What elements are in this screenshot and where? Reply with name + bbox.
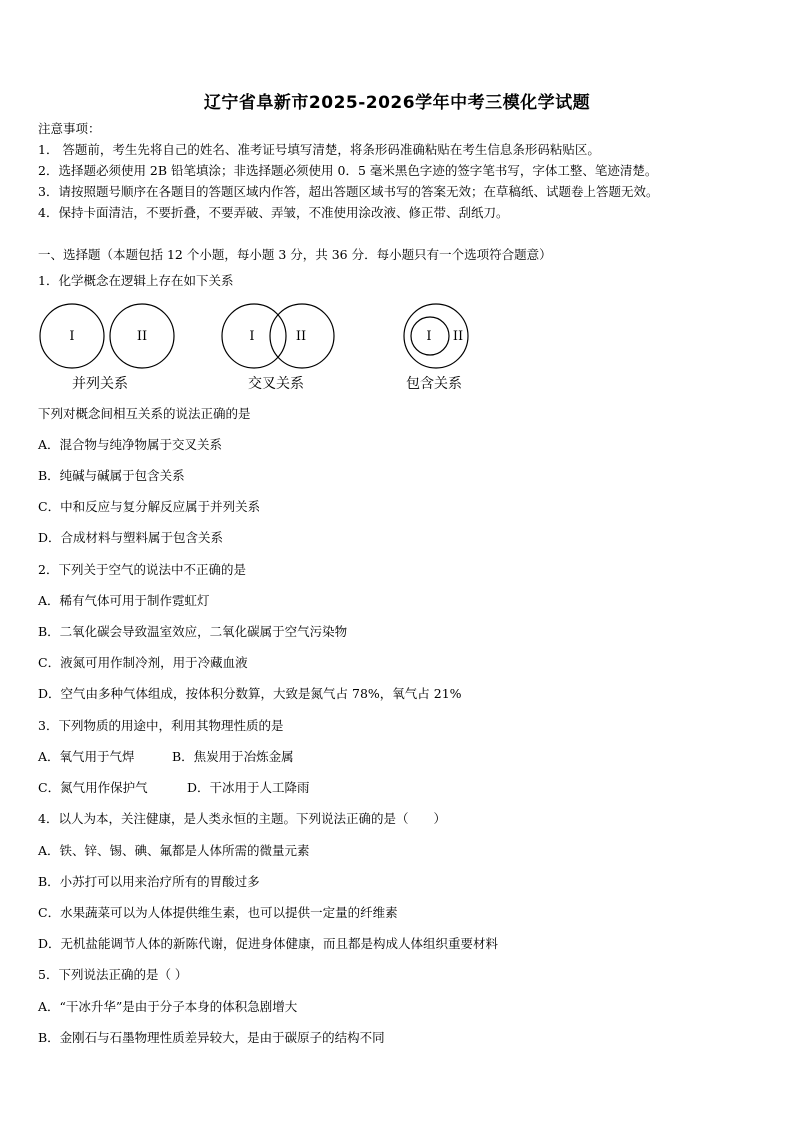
option: D．合成材料与塑料属于包含关系: [38, 530, 224, 545]
option: A．稀有气体可用于制作霓虹灯: [38, 593, 210, 608]
option: B．二氧化碳会导致温室效应，二氧化碳属于空气污染物: [38, 624, 348, 639]
notice-item: 1． 答题前，考生先将自己的姓名、准考证号填写清楚，将条形码准确粘贴在考生信息条形码粘贴区。: [38, 142, 600, 157]
option: A．铁、锌、锡、碘、氟都是人体所需的微量元素: [38, 843, 310, 858]
option: D．无机盐能调节人体的新陈代谢，促进身体健康，而且都是构成人体组织重要材料: [38, 936, 499, 951]
option: A．混合物与纯净物属于交叉关系: [38, 437, 223, 452]
option: B．纯碱与碱属于包含关系: [38, 468, 185, 483]
notice-heading: 注意事项：: [38, 121, 101, 136]
label-one: I: [249, 329, 255, 344]
option: C．液氮可用作制冷剂，用于冷藏血液: [38, 655, 248, 670]
caption-parallel: 并列关系: [72, 376, 128, 392]
option: C．中和反应与复分解反应属于并列关系: [38, 499, 261, 514]
option: A．“干冰升华”是由于分子本身的体积急剧增大: [38, 999, 298, 1014]
notice-item: 4．保持卡面清洁，不要折叠，不要弄破、弄皱，不准使用涂改液、修正带、刮纸刀。: [38, 205, 509, 220]
question-2-stem: 2．下列关于空气的说法中不正确的是: [38, 562, 246, 577]
option: C．水果蔬菜可以为人体提供维生素，也可以提供一定量的纤维素: [38, 905, 398, 920]
section-heading: 一、选择题（本题包括 12 个小题，每小题 3 分，共 36 分．每小题只有一个选项符合题意）: [38, 247, 552, 262]
notice-item: 2．选择题必须使用 2B 铅笔填涂；非选择题必须使用 0．5 毫米黑色字迹的签字笔书写，字体工整、笔迹清楚。: [38, 163, 658, 178]
label-one: I: [426, 329, 432, 344]
question-5-stem: 5．下列说法正确的是（ ）: [38, 967, 188, 982]
caption-intersect: 交叉关系: [248, 376, 304, 392]
concept-relation-diagram: [30, 298, 510, 398]
label-two: II: [295, 329, 307, 344]
label-one: I: [69, 329, 75, 344]
question-3-stem: 3．下列物质的用途中，利用其物理性质的是: [38, 718, 284, 733]
option: D．空气由多种气体组成，按体积分数算，大致是氮气占 78%，氧气占 21%: [38, 686, 462, 701]
option: B．金刚石与石墨物理性质差异较大，是由于碳原子的结构不同: [38, 1030, 385, 1045]
label-two: II: [452, 329, 464, 344]
option: B．小苏打可以用来治疗所有的胃酸过多: [38, 874, 260, 889]
option: C．氮气用作保护气: [38, 780, 148, 795]
notice-item: 3．请按照题号顺序在各题目的答题区域内作答，超出答题区域书写的答案无效；在草稿纸、试题卷上答题无效。: [38, 184, 659, 199]
question-1-prompt: 下列对概念间相互关系的说法正确的是: [38, 406, 251, 421]
option: A．氧气用于气焊: [38, 749, 135, 764]
page-title: 辽宁省阜新市2025-2026学年中考三模化学试题: [203, 93, 591, 113]
label-two: II: [136, 329, 148, 344]
question-4-stem: 4．以人为本，关注健康，是人类永恒的主题。下列说法正确的是（ ）: [38, 811, 446, 826]
option: D．干冰用于人工降雨: [187, 780, 310, 795]
question-1-stem: 1．化学概念在逻辑上存在如下关系: [38, 273, 234, 288]
option: B．焦炭用于冶炼金属: [172, 749, 294, 764]
caption-contain: 包含关系: [406, 376, 462, 392]
